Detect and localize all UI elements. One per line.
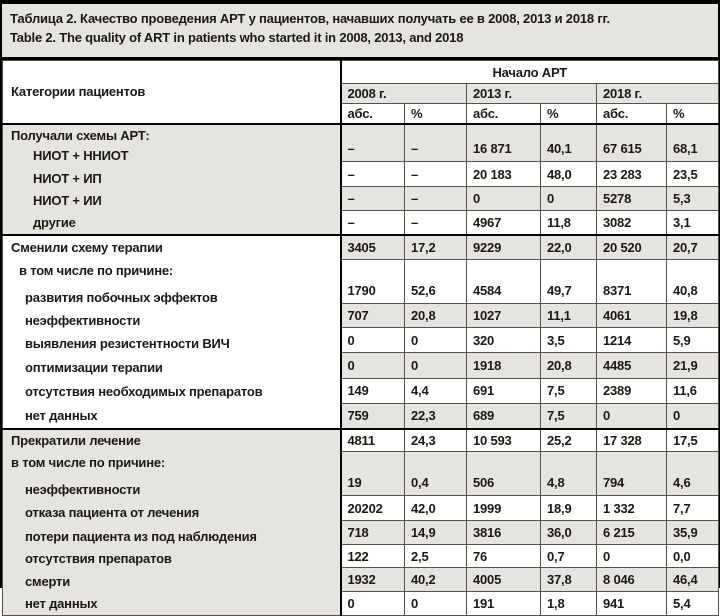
row-label [3, 452, 340, 501]
row-label-line: развития побочных эффектов [25, 289, 218, 305]
row-label-line: неэффективности [25, 312, 141, 328]
data-cell: 0 [667, 403, 719, 428]
data-cell: 0 [467, 187, 541, 211]
data-cell: 14,9 [405, 521, 467, 545]
data-cell: 3,5 [541, 328, 597, 353]
row-label [3, 430, 340, 452]
data-cell: 2389 [597, 378, 667, 403]
data-cell: 506 [467, 452, 541, 496]
row-label-group [3, 429, 341, 616]
data-cell: 8 046 [597, 568, 667, 592]
data-cell: 691 [467, 378, 541, 403]
data-cell: 20,7 [667, 235, 719, 260]
data-cell: 0 [341, 328, 405, 353]
row-label-line: потери пациента из под наблюдения [25, 528, 257, 544]
data-cell: 20 520 [597, 235, 667, 260]
data-cell: 4005 [467, 568, 541, 592]
column-header-pct: % [541, 104, 597, 124]
data-cell: 4,4 [405, 378, 467, 403]
column-header-abs: абс. [467, 104, 541, 124]
data-cell: 3405 [341, 235, 405, 260]
row-label [3, 260, 340, 309]
data-cell: 7,5 [541, 378, 597, 403]
data-cell: 9229 [467, 235, 541, 260]
data-cell: 22,0 [541, 235, 597, 260]
row-label-line: НИОТ + ННИОТ [33, 147, 129, 163]
data-cell: – [341, 211, 405, 235]
data-cell: 37,8 [541, 568, 597, 592]
data-cell: 20,8 [541, 353, 597, 378]
data-cell: 17 328 [597, 429, 667, 452]
data-cell: 35,9 [667, 521, 719, 545]
data-cell: 8371 [597, 260, 667, 304]
data-cell: 46,4 [667, 568, 719, 592]
data-cell: 689 [467, 403, 541, 428]
data-cell: 18,9 [541, 496, 597, 521]
column-header-pct: % [667, 104, 719, 124]
row-label [3, 167, 340, 190]
data-cell: 1918 [467, 353, 541, 378]
data-cell: 4485 [597, 353, 667, 378]
data-cell: 19 [341, 452, 405, 496]
data-cell: 23,5 [667, 162, 719, 187]
data-cell: 11,8 [541, 211, 597, 235]
data-cell: 1214 [597, 328, 667, 353]
column-header-year-2018: 2018 г. [597, 84, 719, 104]
table-caption-ru: Таблица 2. Качество проведения АРТ у пациентов, начавших получать ее в 2008, 2013 и 2018 гг. [10, 11, 610, 26]
section-received-art-schemes [3, 124, 719, 235]
data-cell: 941 [597, 592, 667, 615]
data-cell: 1790 [341, 260, 405, 304]
data-cell: 16 871 [467, 124, 541, 162]
data-cell: 0 [405, 353, 467, 378]
data-cell: – [341, 162, 405, 187]
row-label-line: Получали схемы АРТ: [11, 127, 150, 143]
data-cell: – [405, 124, 467, 162]
table-row [3, 61, 719, 84]
data-cell: 122 [341, 545, 405, 568]
row-label-line: отсутствия препаратов [25, 551, 172, 566]
table-row [3, 124, 719, 162]
row-label-line: в том числе по причине: [19, 262, 174, 278]
data-cell: 0 [541, 187, 597, 211]
data-cell: 11,1 [541, 304, 597, 328]
data-cell: 0 [341, 592, 405, 615]
table-row [3, 235, 719, 260]
data-cell: – [341, 187, 405, 211]
row-label [3, 332, 340, 356]
data-cell: 20202 [341, 496, 405, 521]
data-cell: 7,7 [667, 496, 719, 521]
data-cell: 23 283 [597, 162, 667, 187]
data-cell: 320 [467, 328, 541, 353]
data-cell: 5,3 [667, 187, 719, 211]
data-cell: 794 [597, 452, 667, 496]
data-cell: 67 615 [597, 124, 667, 162]
data-cell: – [405, 187, 467, 211]
column-header-year-2008: 2008 г. [341, 84, 467, 104]
column-header-abs: абс. [341, 104, 405, 124]
row-label-line: в том числе по причине: [11, 454, 166, 470]
row-label [3, 501, 340, 525]
data-cell: 3816 [467, 521, 541, 545]
data-cell: 718 [341, 521, 405, 545]
column-header-year-2013: 2013 г. [467, 84, 597, 104]
label-column [3, 430, 340, 615]
row-label-line: Прекратили лечение [11, 433, 141, 448]
data-cell: 4,6 [667, 452, 719, 496]
data-cell: 3,1 [667, 211, 719, 235]
data-cell: 759 [341, 403, 405, 428]
row-label [3, 548, 340, 570]
row-label-line: отказа пациента от лечения [25, 505, 199, 520]
data-cell: 49,7 [541, 260, 597, 304]
data-cell: 40,1 [541, 124, 597, 162]
data-cell: 1 332 [597, 496, 667, 521]
data-cell: 3082 [597, 211, 667, 235]
table-row [3, 429, 719, 452]
row-label-line: НИОТ + ИИ [33, 193, 102, 208]
row-label [3, 380, 340, 404]
data-cell: 0 [405, 328, 467, 353]
data-cell: 0 [405, 592, 467, 615]
data-cell: – [405, 211, 467, 235]
row-label-line: неэффективности [25, 481, 141, 497]
data-cell: 6 215 [597, 521, 667, 545]
row-label-group [3, 235, 341, 429]
row-label-line: смерти [25, 573, 71, 589]
column-header-categories: Категории пациентов [3, 61, 341, 124]
data-cell: 4811 [341, 429, 405, 452]
data-cell: 1027 [467, 304, 541, 328]
row-label-line: нет данных [25, 408, 98, 423]
data-cell: 20,8 [405, 304, 467, 328]
data-cell: 17,2 [405, 235, 467, 260]
data-cell: 11,6 [667, 378, 719, 403]
data-cell: 707 [341, 304, 405, 328]
data-cell: 10 593 [467, 429, 541, 452]
row-label [3, 236, 340, 260]
section-stopped-treatment [3, 429, 719, 616]
data-cell: 1999 [467, 496, 541, 521]
label-column [3, 125, 340, 234]
data-cell: 68,1 [667, 124, 719, 162]
data-cell: 5278 [597, 187, 667, 211]
table-caption-en: Table 2. The quality of ART in patients who started it in 2008, 2013, and 2018 [10, 29, 464, 45]
row-label [3, 309, 340, 332]
row-label-line: оптимизации терапии [25, 360, 163, 375]
art-quality-table [2, 60, 719, 616]
data-cell: 1932 [341, 568, 405, 592]
section-changed-therapy [3, 235, 719, 429]
row-label [3, 525, 340, 548]
data-cell: 25,2 [541, 429, 597, 452]
data-cell: 17,5 [667, 429, 719, 452]
column-header-art-start: Начало АРТ [341, 61, 719, 84]
data-cell: 5,9 [667, 328, 719, 353]
row-label [3, 404, 340, 428]
data-cell: 4584 [467, 260, 541, 304]
data-cell: 0 [341, 353, 405, 378]
row-label [3, 356, 340, 380]
data-cell: 149 [341, 378, 405, 403]
data-cell: 36,0 [541, 521, 597, 545]
label-column [3, 236, 340, 428]
data-cell: 4,8 [541, 452, 597, 496]
data-cell: 5,4 [667, 592, 719, 615]
table-caption [2, 4, 718, 60]
row-label [3, 212, 340, 234]
row-label-line: выявления резистентности ВИЧ [25, 336, 230, 351]
row-label-line: нет данных [25, 596, 98, 611]
data-cell: 52,6 [405, 260, 467, 304]
row-label [3, 125, 340, 167]
row-label-line: другие [33, 215, 76, 230]
data-cell: 21,9 [667, 353, 719, 378]
data-cell: – [341, 124, 405, 162]
row-label [3, 593, 340, 615]
data-cell: 4967 [467, 211, 541, 235]
row-label [3, 570, 340, 593]
data-cell: 40,8 [667, 260, 719, 304]
data-cell: 7,5 [541, 403, 597, 428]
data-cell: 76 [467, 545, 541, 568]
row-label-line: отсутствия необходимых препаратов [25, 384, 263, 399]
data-cell: 48,0 [541, 162, 597, 187]
data-cell: 42,0 [405, 496, 467, 521]
data-cell: 19,8 [667, 304, 719, 328]
data-cell: 0,7 [541, 545, 597, 568]
data-cell: 0 [597, 545, 667, 568]
data-cell: 0,0 [667, 545, 719, 568]
row-label-group [3, 124, 341, 235]
data-cell: 1,8 [541, 592, 597, 615]
data-cell: – [405, 162, 467, 187]
data-cell: 0,4 [405, 452, 467, 496]
data-cell: 22,3 [405, 403, 467, 428]
column-header-abs: абс. [597, 104, 667, 124]
row-label-line: НИОТ + ИП [33, 170, 102, 186]
table-header [3, 61, 719, 124]
data-cell: 4061 [597, 304, 667, 328]
row-label-line: Сменили схему терапии [11, 240, 163, 255]
data-cell: 24,3 [405, 429, 467, 452]
data-cell: 40,2 [405, 568, 467, 592]
row-label [3, 190, 340, 212]
column-header-pct: % [405, 104, 467, 124]
data-cell: 191 [467, 592, 541, 615]
data-cell: 2,5 [405, 545, 467, 568]
data-cell: 20 183 [467, 162, 541, 187]
data-cell: 0 [597, 403, 667, 428]
